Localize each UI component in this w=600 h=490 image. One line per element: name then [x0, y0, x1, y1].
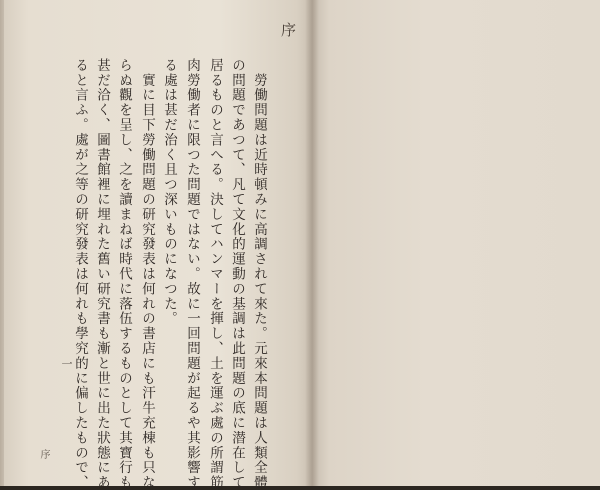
text-column-7: らぬ觀を呈し、之を讀まねば時代に落伍するものとして其寶行も [116, 58, 132, 490]
right-page-blank [312, 0, 600, 486]
text-column-2: の問題であつて、凡て文化的運動の基調は此問題の底に潜在して [229, 58, 245, 490]
text-column-8: 甚だ洽く、圖書館裡に埋れた舊い研究書も漸と世に出た狀態にあ [94, 58, 110, 490]
page-number: 一 [60, 358, 73, 369]
footer-section-mark: 序 [38, 449, 49, 459]
text-column-6: 實に目下勞働問題の研究發表は何れの書店にも汗牛充棟も只な [139, 58, 155, 490]
book-gutter [305, 0, 319, 486]
text-column-1: 勞働問題は近時頓みに高調されて來た。元來本問題は人類全體 [251, 58, 267, 490]
text-column-3: 居るものと言へる。決してハンマーを揮し、土を運ぶ處の所謂筋 [207, 58, 223, 490]
text-column-4: 肉勞働者に限つた問題ではない。故に一回問題が起るや其影響す [184, 58, 200, 490]
text-column-9: ると言ふ。處が之等の研究發表は何れも學究的に偏したもので、 [72, 58, 88, 490]
page-title: 序 [279, 22, 297, 39]
text-column-5: る處は甚だ治く且つ深いものになつた。 [161, 58, 177, 327]
